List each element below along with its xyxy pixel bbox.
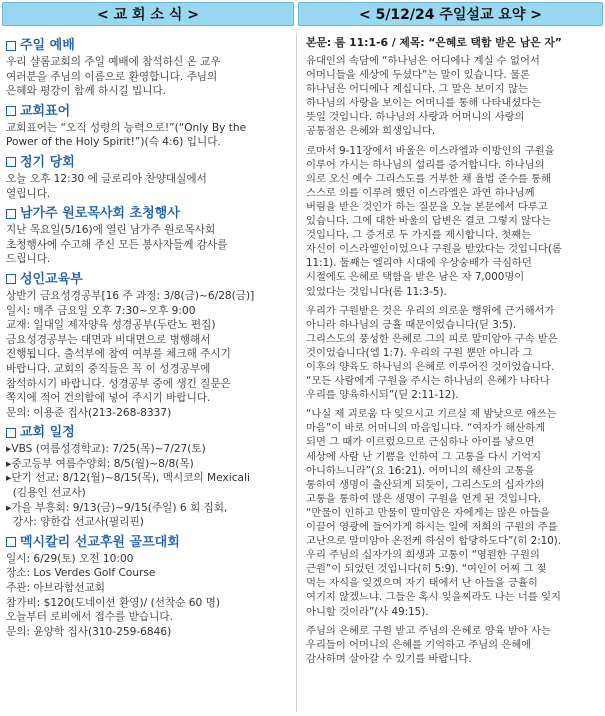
notice-meeting-body: 오늘 오후 12:30 에 글로리아 찬양대실에서 열립니다.: [6, 172, 207, 200]
notice-motto-body: 교회표어는 “오직 성령의 능력으로!”(“Only By the Power of the Holy Spirit!”)(슥 4:6) 입니다.: [6, 121, 247, 149]
notice-motto-title: 교회표어: [6, 103, 292, 120]
list-item: ▸VBS (여름성경학교): 7/25(목)~7/27(토): [6, 443, 206, 456]
notice-golf-title: 멕시칼리 선교후원 골프대회: [6, 534, 292, 551]
notice-men: [6, 205, 292, 267]
notice-adult-edu-title: 성인교육부: [6, 271, 292, 288]
square-bullet-icon: [6, 106, 16, 116]
sermon-header: [298, 2, 603, 26]
notices-header: [2, 2, 294, 26]
notice-worship-body: 우리 샬롬교회의 주일 예배에 참석하신 온 교우 여러분을 주님의 이름으로 환영합니다. 주님의 은혜와 평강이 함께 하시길 빕니다.: [6, 56, 221, 98]
notice-schedule-title: 교회 일정: [6, 424, 292, 441]
sermon-title: 본문: 롬 11:1-6 / 제목: “은혜로 택함 받은 남은 자”: [306, 36, 562, 49]
notices-column: [6, 33, 292, 712]
list-item: 강사: 양한갑 선교사(필리핀): [6, 516, 144, 529]
notice-golf-list: [6, 552, 292, 640]
notice-worship: [6, 37, 292, 99]
sermon-paragraph: “나실 제 괴로움 다 잊으시고 기르실 제 밤낮으로 애쓰는 마음”이 바로 어머니의 마음입니다. “여자가 해산하게 되면 그 때가 이르렀으므로 근심하나 아이를 낳으면 세상에 사람 난 기쁨을 인하여 그 고통을 다시 기억지 아니하느니라”(요 16:21). 어머니의 해산의 고통을 통하여 생명이 출산되게 되듯이, 그리스도의 십자가의 고통을 통하여 많은 생명이 구원을 얻게 된 것입니다. “만물이 인하고 만물이 말미암은 자에게는 많은 아들을 이끌어 영광에 들어가게 하시는 일에 저희의 구원의 주를 고난으로 말미암아 온전케 하심이 합당하도다”(히 2:10). 우리 주님의 십자가의 희생과 고통이 “영원한 구원의 근원”이 되었던 것입니다(히 5:9). “여인이 어찌 그 젖 먹는 자식을 잊겠으며 자기 태에서 난 아들을 긍휼히 여기지 않겠느냐. 그들은 혹시 잊을찌라도 나는 너를 잊지 아니할 것이라”(사 49:15).: [306, 408, 562, 618]
sermon-paragraph: 로마서 9-11장에서 바울은 이스라엘과 이방인의 구원을 이루어 가시는 하나님의 섭리를 증거합니다. 하나님의 의로 오신 예수 그리스도를 거부한 채 율법 준수를 통해 스스로 의를 이루려 했던 이스라엘은 과연 하나님께 버림을 받은 것인가 하는 질문을 오늘 본문에서 다루고 있습니다. 그에 대한 바울의 답변은 결코 그렇지 않다는 것입니다. 그 증거로 두 가지를 제시합니다. 첫째는 자신이 이스라엘인이었으나 구원을 받았다는 것입니다(롬 11:1). 둘째는 엘리야 시대에 우상숭배가 극심하던 시절에도 은혜로 택함을 받은 남은 자 7,000명이 있었다는 것입니다(롬 11:3-5).: [306, 144, 562, 298]
list-item: 주관: 아브라함선교회: [6, 582, 106, 595]
notice-schedule-list: [6, 442, 292, 530]
square-bullet-icon: [6, 537, 16, 547]
notice-meeting: [6, 154, 292, 201]
sermon-header-title: < 5/12/24 주일설교 요약 >: [358, 7, 543, 23]
list-item: 일시: 6/29(토) 오전 10:00: [6, 552, 134, 565]
list-item: 참가비: $120(도네이션 환영)/ (선착순 60 명): [6, 596, 220, 609]
list-item: 장소: Los Verdes Golf Course: [6, 567, 156, 580]
list-item: ▸단기 선교: 8/12(월)~8/15(목), 멕시코의 Mexicali: [6, 472, 250, 485]
list-item: 문의: 윤양학 집사(310-259-6846): [6, 625, 172, 638]
notice-adult-edu: [6, 271, 292, 420]
square-bullet-icon: [6, 157, 16, 167]
square-bullet-icon: [6, 428, 16, 438]
notice-adult-edu-body: 상반기 금요성경공부[16 주 과정: 3/8(금)~6/28(금)] 일시: 매주 금요일 오후 7:30~오후 9:00 교재: 일대일 제자양육 성경공부(두란노 편집) 금요성경공부는 대면과 비대면으로 병행해서 진행됩니다. 출석부에 참여 여부를 체크해 주시기 바랍니다. 교회의 중직들은 꼭 이 성경공부에 참석하시기 바랍니다. 성경공부 중에 생긴 질문은 쪽지에 적어 건의함에 넣어 주시기 바랍니다. 문의: 이용준 집사(213-268-8337): [6, 289, 255, 419]
notice-motto: [6, 103, 292, 150]
list-item: 오늘부터 로비에서 접수를 받습니다.: [6, 611, 173, 624]
sermon-paragraph: 우리가 구원받은 것은 우리의 의로운 행위에 근거해서가 아니라 하나님의 긍휼 때문이었습니다(딛 3:5). 그리스도의 풍성한 은혜로 그의 피로 말미암아 구속 받은 것이었습니다(엡 1:7). 우리의 구원 뿐만 아니라 그 이후의 양육도 하나님의 은혜로 이루어진 것이었습니다. “모든 사람에게 구원을 주시는 하나님의 은혜가 나타나 우리를 양육하시되”(딛 2:11-12).: [306, 304, 558, 402]
notice-golf: [6, 534, 292, 640]
list-item: (김용인 선교사): [6, 487, 86, 500]
sermon-paragraph: 유대인의 속담에 “하나님은 어디에나 계실 수 없어서 어머니들을 세상에 두셨다”는 말이 있습니다. 물론 하나님은 어디에나 계십니다. 그 말은 보이지 않는 하나님의 사랑을 보이는 어머니를 통해 나타내셨다는 뜻일 것입니다. 하나님의 사랑과 어머니의 사랑의 공통점은 은혜와 희생입니다.: [306, 55, 542, 138]
notice-meeting-title: 정기 당회: [6, 154, 292, 171]
notice-men-body: 지난 목요일(5/16)에 열린 남가주 원로목사회 초청행사에 수고해 주신 모든 봉사자들께 감사를 드립니다.: [6, 224, 228, 266]
list-item: ▸중고등부 여름수양회: 8/5(월)~8/8(목): [6, 457, 194, 470]
sermon-paragraph: 주님의 은혜로 구원 받고 주님의 은혜로 양육 받아 사는 우리들이 어머니의 은혜를 기억하고 주님의 은혜에 감사하며 살아갈 수 있기를 바랍니다.: [306, 624, 552, 665]
list-item: ▸가을 부흥회: 9/13(금)~9/15(주일) 6 회 집회,: [6, 501, 228, 514]
square-bullet-icon: [6, 274, 16, 284]
notice-schedule: [6, 424, 292, 530]
notices-header-title: < 교 회 소 식 >: [97, 7, 199, 23]
sermon-column: [306, 33, 600, 712]
notice-men-title: 남가주 원로목사회 초청행사: [6, 205, 292, 222]
square-bullet-icon: [6, 209, 16, 219]
column-divider: [296, 33, 297, 712]
notice-worship-title: 주일 예배: [6, 37, 292, 54]
square-bullet-icon: [6, 41, 16, 51]
